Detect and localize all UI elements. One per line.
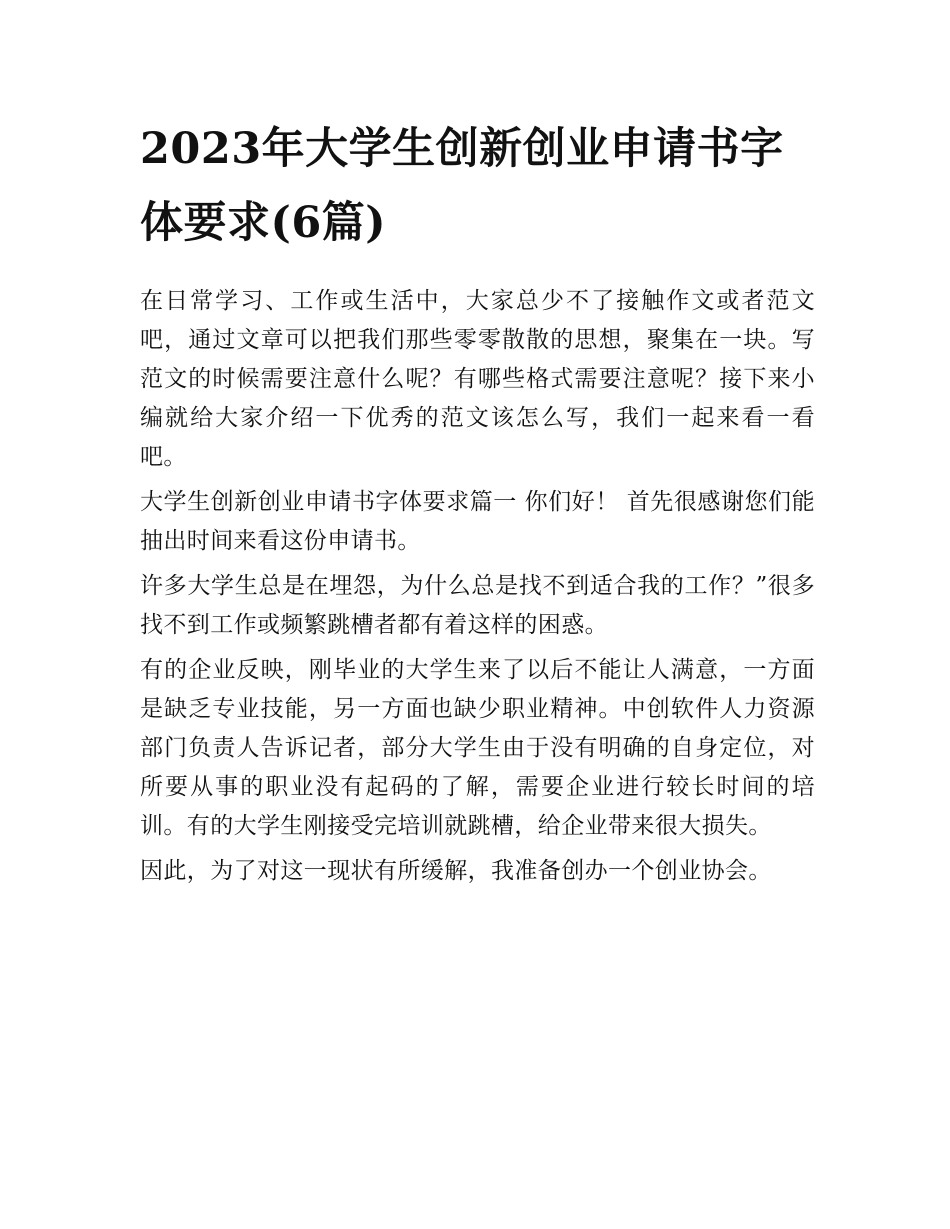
document-title: 2023年大学生创新创业申请书字体要求(6篇) xyxy=(140,124,784,248)
paragraph-intro: 在日常学习、工作或生活中，大家总少不了接触作文或者范文吧，通过文章可以把我们那些零零散散的思想，聚集在一块。写范文的时候需要注意什么呢？有哪些格式需要注意呢？接下来小编就给大家介绍一下优秀的范文该怎么写，我们一起来看一看吧。 xyxy=(140,288,815,470)
paragraph-job-complaint: 许多大学生总是在埋怨，为什么总是找不到适合我的工作？”很多找不到工作或频繁跳槽者都有着这样的困惑。 xyxy=(140,573,815,638)
document-body xyxy=(140,112,815,897)
paragraph-enterprise-feedback: 有的企业反映，刚毕业的大学生来了以后不能让人满意，一方面是缺乏专业技能，另一方面也缺少职业精神。中创软件人力资源部门负责人告诉记者，部分大学生由于没有明确的自身定位，对所要从事的职业没有起码的了解，需要企业进行较长时间的培训。有的大学生刚接受完培训就跳槽，给企业带来很大损失。 xyxy=(140,657,815,839)
paragraph-greeting: 大学生创新创业申请书字体要求篇一 你们好！ 首先很感谢您们能抽出时间来看这份申请书。 xyxy=(140,489,815,554)
paragraph-association-plan: 因此，为了对这一现状有所缓解，我准备创办一个创业协会。 xyxy=(140,858,772,884)
